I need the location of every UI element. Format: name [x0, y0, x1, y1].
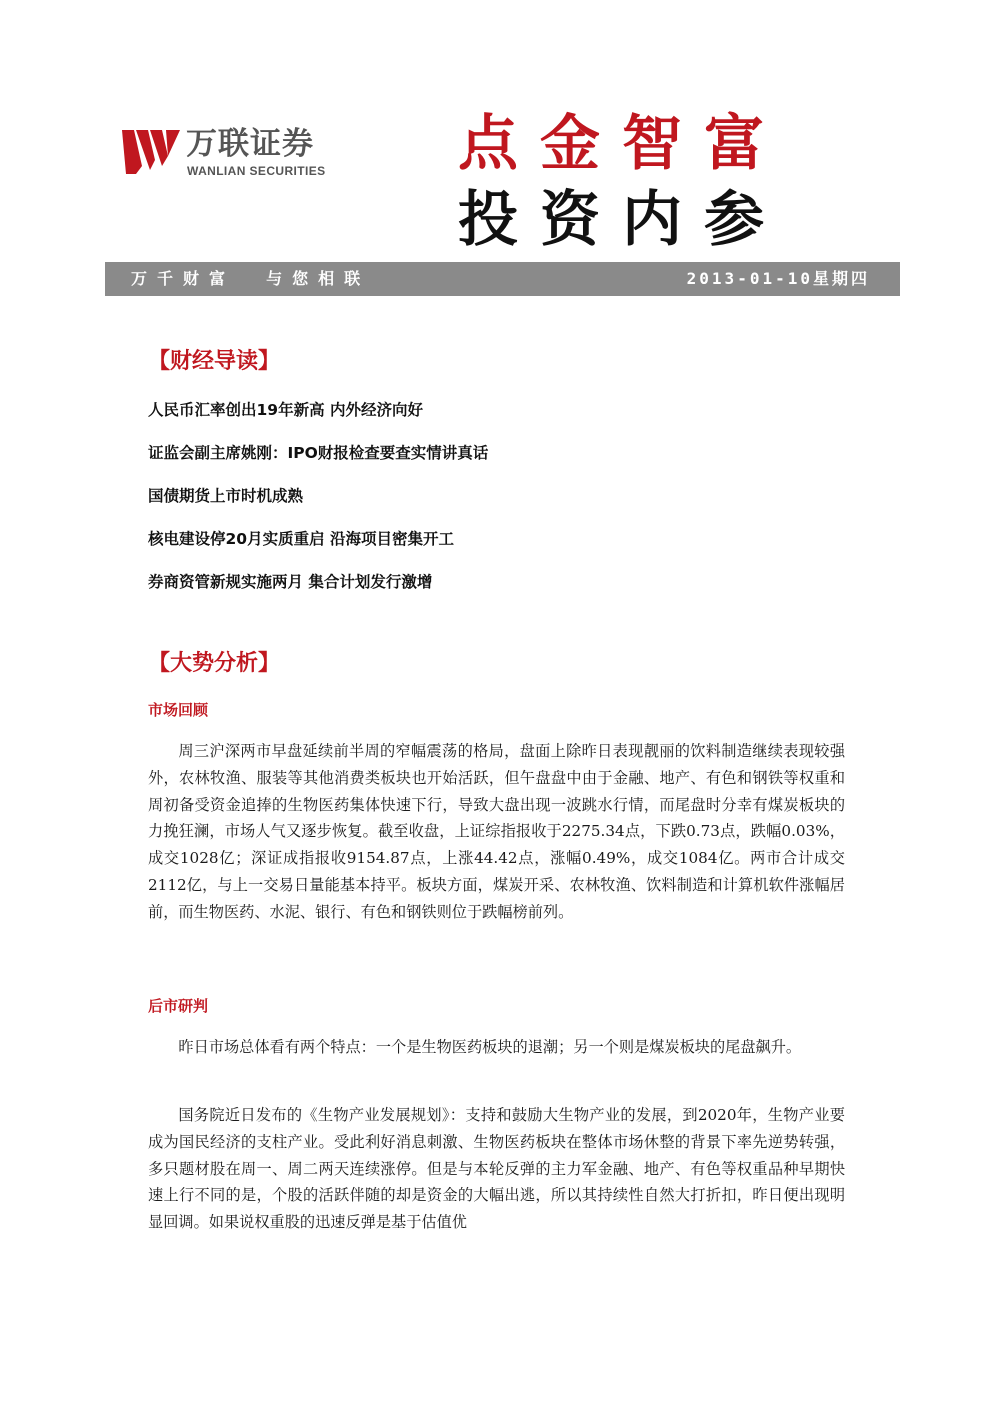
- market-review-heading: 市场回顾: [148, 701, 209, 719]
- brand-subtitle: 投资内参: [458, 185, 786, 255]
- wanlian-w-logo-icon: [122, 126, 182, 176]
- report-date: 2013-01-10星期四: [686, 269, 870, 288]
- headline-item: 核电建设停20月实质重启 沿海项目密集开工: [148, 530, 454, 548]
- headline-list: [148, 398, 848, 613]
- slogan-text: 万千财富 与您相联: [131, 269, 371, 288]
- headline-item: 券商资管新规实施两月 集合计划发行激增: [148, 573, 433, 591]
- company-logo: [122, 126, 362, 182]
- market-outlook-paragraph-1: 昨日市场总体看有两个特点：一个是生物医药板块的退潮；另一个则是煤炭板块的尾盘飙升。: [178, 1038, 802, 1056]
- logo-chinese-name: 万联证券: [186, 126, 314, 162]
- market-analysis-heading: 【大势分析】: [148, 651, 281, 676]
- headline-item: 国债期货上市时机成熟: [148, 487, 304, 505]
- finance-guide-heading: 【财经导读】: [148, 349, 281, 374]
- brand-title: 点金智富: [458, 109, 786, 179]
- market-outlook-paragraph-2: 国务院近日发布的《生物产业发展规划》：支持和鼓励大生物产业的发展，到2020年，生物产业要成为国民经济的支柱产业。受此利好消息刺激、生物医药板块在整体市场休整的背景下率先逆势转强，多只题材股在周一、周二两天连续涨停。但是与本轮反弹的主力军金融、地产、有色等权重品种早期快速上行不同的是，个股的活跃伴随的却是资金的大幅出逃，所以其持续性自然大打折扣，昨日便出现明显回调。如果说权重股的迅速反弹是基于估值优: [148, 1106, 845, 1232]
- market-outlook-heading: 后市研判: [148, 997, 209, 1015]
- headline-item: 证监会副主席姚刚：IPO财报检查要查实情讲真话: [148, 444, 489, 462]
- slogan-bar: [105, 262, 900, 296]
- logo-english-name: WANLIAN SECURITIES: [187, 164, 326, 178]
- market-review-paragraph: 周三沪深两市早盘延续前半周的窄幅震荡的格局，盘面上除昨日表现靓丽的饮料制造继续表现较强外，农林牧渔、服装等其他消费类板块也开始活跃，但午盘盘中由于金融、地产、有色和钢铁等权重和周初备受资金追捧的生物医药集体快速下行，导致大盘出现一波跳水行情，而尾盘时分幸有煤炭板块的力挽狂澜，市场人气又逐步恢复。截至收盘，上证综指报收于2275.34点，下跌0.73点，跌幅0.03%，成交1028亿；深证成指报收9154.87点，上涨44.42点，涨幅0.49%，成交1084亿。两市合计成交2112亿，与上一交易日量能基本持平。板块方面，煤炭开采、农林牧渔、饮料制造和计算机软件涨幅居前，而生物医药、水泥、银行、有色和钢铁则位于跌幅榜前列。: [148, 742, 845, 921]
- headline-item: 人民币汇率创出19年新高 内外经济向好: [148, 401, 423, 419]
